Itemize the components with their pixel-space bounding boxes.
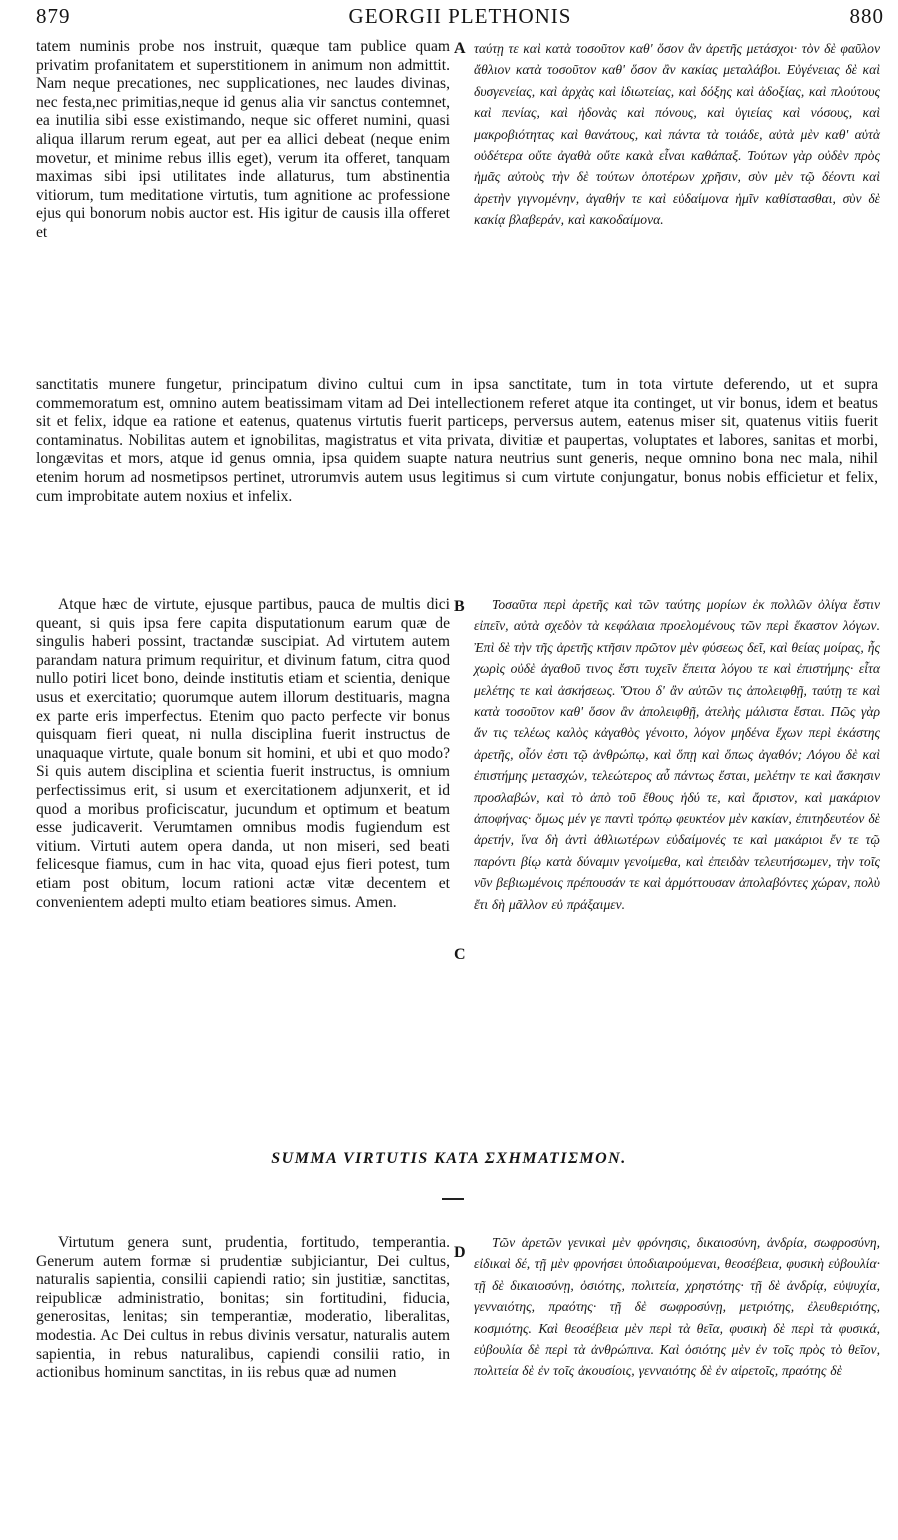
latin-full-width-paragraph: sanctitatis munere fungetur, principatum divino cultui cum in ipsa sanctitate, tum in tota virtute deferendo, ut et supra commemoratum est, omnino autem beatissimam vitam ad Dei intellectionem referet atque ita continget, ut vir bonus, idem et beatus sit et felix, idque ea ratione et eatenus, quatenus virtutis fuerit particeps, perversus autem, eatenus miser sit, quatenus vitiis fuerit contaminatus. Nobilitas autem et ignobilitas, magistratus et vita privata, divitiæ et paupertas, voluptates et labores, sanitas et morbi, longævitas et mors, atque id genus omnia, ipsa quidem suapte natura neutrius sunt generis, neque omnino bona nec mala, nihil etenim horum ad nosmetipsos pertinet, utrorumvis autem usus legitimus si cum virtute conjungatur, bonus nobis efficietur et felix, cum improbitate autem noxius et infelix. bbox=[36, 376, 878, 505]
latin-column-b: Atque hæc de virtute, ejusque partibus, pauca de multis dici queant, si quis ipsa fere capita disputationum earum quæ de singulis haberi possint, tractandæ suscipiat. Ad virtutem autem parandam natura primum requiritur, et divinum fatum, citra quod nullo potiri licet bono, deinde institutis etiam et scientia, denique usus et exercitatio; quorumque autem illorum destituaris, magna ex parte eris imperfectus. Etenim quo pacto perfecte vir bonus quisquam fieri queat, ni nulla disciplina fuerit instructus de unaquaque virtute, quale bonum sit homini, et ubi et quo modo? Si quis autem disciplina et scientia fuerit instructus, is omnium perfectissimus erit, si usum et exercitationem adjunxerit, et id quod a moribus proficiscatur, jucundum et optimum et beatum esse judicaverit. Verumtamen omnibus modis fugiendum est vitium. Virtuti autem opera danda, ut non miseri, sed beati felicesque fiamus, cum in hac vita, quoad ejus fieri potest, tum etiam post obitum, locum rationi actæ vitæ decentem et convenientem adepti multo etiam beatiores simus. Amen. bbox=[36, 596, 450, 911]
latin-column-d: Virtutum genera sunt, prudentia, fortitudo, temperantia. Generum autem formæ si prudentiæ subjiciantur, Dei cultus, naturalis sapientia, consilii capiendi ratio; sin justitiæ, sanctitas, reipublicæ administratio, bonitas; sin fortitudini, fiducia, generositas, lenitas; sin temperantiæ, moderatio, liberalitas, modestia. Ac Dei cultus in rebus divinis versatur, naturalis autem sapientia, in rebus naturalibus, capiendi consilii ratio, in actionibus hominum sanctitas, in iis rebus quæ ad numen bbox=[36, 1234, 450, 1382]
latin-column-a: tatem numinis probe nos instruit, quæque tam publice quam privatim profanitatem et superstitionem in animum non admittit. Nam neque precationes, nec supplicationes, nec laudes divinas, nec festa,nec primitias,neque id genus alia vir sanctus contemnet, ea inutilia sibi esse existimando, neque sic offeret numini, quasi aliqua illarum rerum egeat, aut per ea allici debeat (neque enim movetur, et minime rebus illis eget), verum ita offeret, tanquam maximas sibi ipsi utilitates inde allaturus, tum abstinentia vitiorum, tum meditatione virtutis, tum agnitione ac professione ejus qui bonorum nobis auctor est. His igitur de causis illa offeret et bbox=[36, 38, 450, 241]
greek-column-d: Τῶν ἀρετῶν γενικαὶ μὲν φρόνησις, δικαιοσύνη, ἀνδρία, σωφροσύνη, εἰδικαὶ δέ, τῇ μὲν φρονήσει ὑποδιαιρούμεναι, θεοσέβεια, φυσικὴ εὐβουλία· τῇ δὲ δικαιοσύνῃ, ὁσιότης, πολιτεία, χρηστότης· τῇ δὲ ἀνδρίᾳ, εὐψυχία, γενναιότης, πραότης· τῇ δὲ σωφροσύνῃ, μετριότης, ἐλευθεριότης, κοσμιότης. Καὶ θεοσέβεια μὲν περὶ τὰ θεῖα, φυσικὴ δὲ περὶ τὰ φυσικά, εὐβουλία δὲ περὶ τὰ ἀνθρώπινα. Καὶ ὁσιότης μὲν ἐν τοῖς πρὸς τὸ θεῖον, πολιτεία δὲ ἐν τοῖς ἀκουσίοις, γενναιότης δὲ ἐν αἱρετοῖς, πραότης δὲ bbox=[474, 1235, 880, 1379]
page-number-left: 879 bbox=[36, 4, 71, 28]
section-marker-b: B bbox=[454, 598, 465, 615]
running-header bbox=[36, 4, 884, 34]
section-marker-c: C bbox=[454, 946, 466, 963]
section-marker-d: D bbox=[454, 1244, 466, 1261]
section-heading: SUMMA VIRTUTIS KATA ΣΧΗΜΑΤΙΣΜΟΝ. bbox=[271, 1150, 627, 1167]
page-number-right: 880 bbox=[849, 4, 884, 28]
section-marker-a: A bbox=[454, 40, 466, 57]
greek-column-b: Τοσαῦτα περὶ ἀρετῆς καὶ τῶν ταύτης μορίων ἐκ πολλῶν ὀλίγα ἔστιν εἰπεῖν, αὐτὰ σχεδὸν τὰ κεφάλαια προελομένους τῶν περὶ ἕκαστον λόγων. Ἐπὶ δὲ τὴν τῆς ἀρετῆς κτῆσιν πρῶτον μὲν φύσεως δεῖ, καὶ θείας μοίρας, ἧς χωρὶς οὐδὲ ἀγαθοῦ τινος ἔστι τυχεῖν ἔπειτα λόγου τε καὶ ἐπιστήμης· εἶτα μελέτης τε καὶ ἀσκήσεως. Ὅτου δ' ἂν αὐτῶν τις ἀπολειφθῇ, ταύτῃ τε καὶ κατὰ τοσοῦτον καθ' ὅσον ἂν ἀπολειφθῇ, ἀτελὴς μάλιστα ἔσται. Πῶς γὰρ ἄν τις τελέως καλὸς κἀγαθὸς γένοιτο, λόγον μηδένα ἔχων περὶ ἑκάστης ἀρετῆς, οἷόν ἐστι τῷ ἀνθρώπῳ, καὶ ὅπῃ καὶ ὅπως ἀγαθόν; Λόγου δὲ καὶ ἐπιστήμης μετασχών, τελεώτερος αὖ πάντως ἔσται, μελέτην τε καὶ ἄσκησιν προσλαβών, καὶ τὸ ἀπὸ τοῦ ἔθους ἡδύ τε, καὶ ἄριστον, καὶ μακάριον ἀποφήνας· ὅμως μέν γε παντὶ τρόπῳ φευκτέον μὲν κακίαν, ἐπιτηδευτέον δὲ ἀρετήν, ἵνα δὴ ἀντὶ ἀθλιωτέρων εὐδαίμονές τε καὶ μακάριοι ἔν τε τῷ παρόντι βίῳ κατὰ δύναμιν γενοίμεθα, καὶ ἐπειδὰν τελευτήσωμεν, τὴν τοῖς νῦν βεβιωμένοις πρέπουσάν τε καὶ ἁρμόττουσαν ἀπολαβόντες χώραν, πολὺ ἔτι δὴ μᾶλλον εὐ πράξαιμεν. bbox=[474, 597, 880, 912]
running-title: GEORGII PLETHONIS bbox=[348, 4, 572, 28]
heading-rule bbox=[442, 1198, 464, 1200]
greek-column-a: ταύτῃ τε καὶ κατὰ τοσοῦτον καθ' ὅσον ἂν ἀρετῆς μετάσχοι· τὸν δὲ φαῦλον ἄθλιον κατὰ τοσοῦτον καθ' ὅσον ἂν κακίας μεταλάβοι. Εὐγένειας δὲ καὶ δυσγενείας, καὶ ἀρχὰς καὶ ἰδιωτείας, καὶ δόξης καὶ ἀδοξίας, καὶ πλούτους καὶ πενίας, καὶ ἡδονὰς καὶ πόνους, καὶ ὑγιείας καὶ νόσους, καὶ μακροβιότητας καὶ θανάτους, καὶ πάντα τὰ τοιάδε, αὐτὰ μὲν καθ' αὑτὰ οὐδέτερα οὔτε ἀγαθὰ οὔτε κακὰ εἶναι καθάπαξ. Τούτων γὰρ οὐδὲν πρὸς ἡμᾶς αὐτοὺς τὴν δὲ τούτων ὁποτέρων χρῆσιν, σὺν μὲν τῷ δέοντι καὶ ἀρετὴν γιγνομένην, ἀγαθήν τε καὶ εὐδαίμονα ἡμῖν καθίστασθαι, σὺν δὲ κακίᾳ βλαβεράν, καὶ κακοδαίμονα. bbox=[474, 41, 880, 228]
